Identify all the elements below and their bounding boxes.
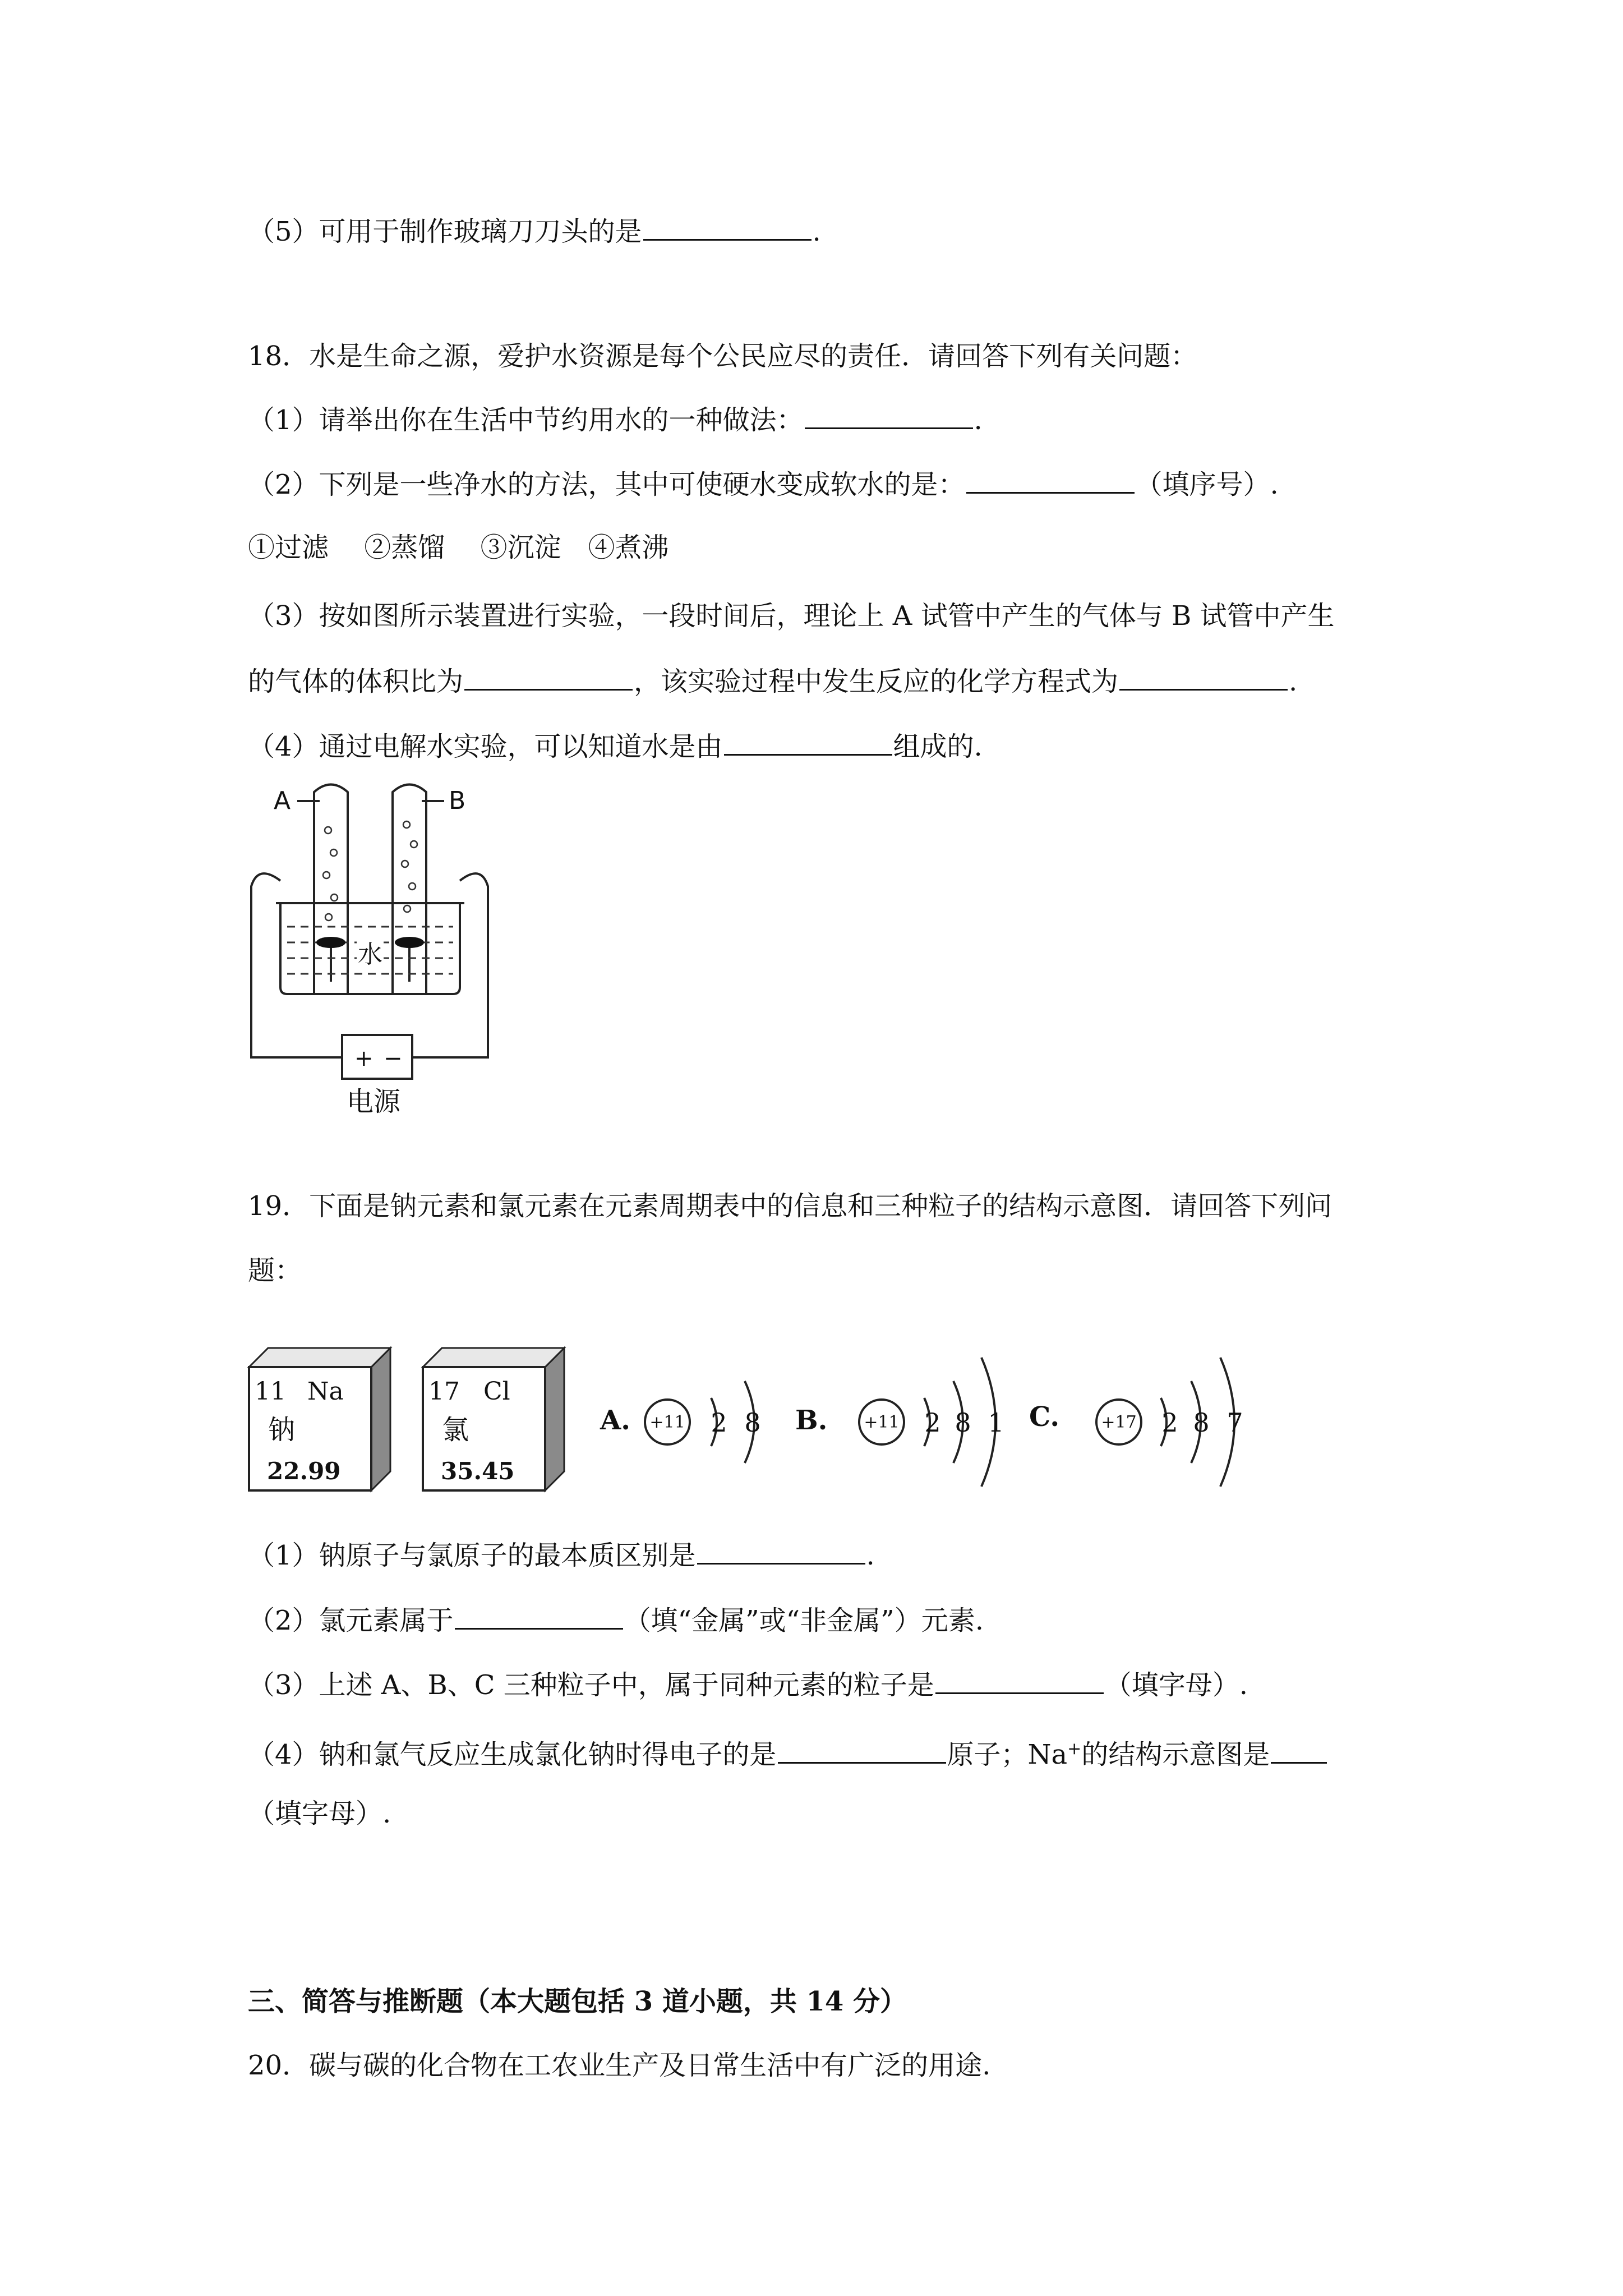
q17-part5 <box>248 214 821 249</box>
q18-part1-text: （1）请举出你在生活中节约用水的一种做法： <box>248 404 804 436</box>
tube-a-label: A <box>274 786 291 815</box>
sodium-atomic-mass: 22.99 <box>267 1457 341 1485</box>
answer-blank[interactable] <box>778 1737 946 1764</box>
answer-blank[interactable] <box>455 1603 623 1630</box>
particle-b-shell-2: 8 <box>955 1407 971 1438</box>
q19-part1-text: （1）钠原子与氯原子的最本质区别是 <box>248 1540 696 1571</box>
chlorine-atomic-mass: 35.45 <box>441 1457 515 1485</box>
q19-part3-text: （3）上述 A、B、C 三种粒子中，属于同种元素的粒子是 <box>248 1669 934 1701</box>
q18-part2-end: （填序号）. <box>1135 469 1279 500</box>
q19-part3-end: （填字母）. <box>1104 1669 1248 1701</box>
chlorine-element-tile <box>421 1343 572 1498</box>
sodium-atomic-number: 11 <box>255 1377 286 1406</box>
q19-part1 <box>248 1538 875 1572</box>
q19-stem-line1: 19．下面是钠元素和氯元素在元素周期表中的信息和三种粒子的结构示意图．请回答下列问 <box>248 1190 1332 1222</box>
answer-blank[interactable] <box>805 403 973 429</box>
sodium-element-tile <box>247 1343 398 1498</box>
answer-blank[interactable] <box>464 664 633 691</box>
particle-a-nucleus: +11 <box>649 1412 685 1432</box>
answer-blank[interactable] <box>1119 664 1288 691</box>
q18-part3-line2 <box>248 664 1297 698</box>
water-label: 水 <box>358 940 382 969</box>
q17-part5-text: （5）可用于制作玻璃刀刀头的是 <box>248 216 642 247</box>
q19-stem-line2: 题： <box>248 1255 302 1286</box>
answer-blank[interactable] <box>966 467 1135 494</box>
chlorine-name: 氯 <box>442 1414 469 1446</box>
particle-c-nucleus: +17 <box>1101 1412 1137 1432</box>
q19-part2-end: （填“金属”或“非金属”）元素. <box>624 1605 984 1636</box>
q18-part3-end: . <box>1289 666 1298 697</box>
particle-a-label: A. <box>600 1405 630 1436</box>
q18-part3-line1: （3）按如图所示装置进行实验，一段时间后，理论上 A 试管中产生的气体与 B 试管中产生 <box>248 600 1335 632</box>
q18-part3-text2: ，该实验过程中发生反应的化学方程式为 <box>634 666 1119 697</box>
q19-part4 <box>248 1732 1328 1772</box>
q18-stem: 18．水是生命之源，爱护水资源是每个公民应尽的责任．请回答下列有关问题： <box>248 341 1198 372</box>
particle-a-shell-1: 2 <box>711 1407 727 1438</box>
q19-part1-end: . <box>866 1540 875 1571</box>
sodium-ion-charge: + <box>1067 1739 1082 1759</box>
section-3-heading: 三、简答与推断题（本大题包括 3 道小题，共 14 分） <box>248 1986 907 2017</box>
q18-part2 <box>248 467 1279 501</box>
q20-stem: 20．碳与碳的化合物在工农业生产及日常生活中有广泛的用途. <box>248 2050 991 2081</box>
particle-c-shell-2: 8 <box>1193 1407 1210 1438</box>
q19-part2-text: （2）氯元素属于 <box>248 1605 454 1636</box>
answer-blank[interactable] <box>1271 1737 1327 1764</box>
q18-part4 <box>248 729 983 763</box>
q19-part3 <box>248 1668 1248 1702</box>
particle-c-shell-3: 7 <box>1227 1407 1243 1438</box>
q17-part5-end: . <box>812 216 821 247</box>
q18-part1 <box>248 403 983 437</box>
electrolysis-apparatus-figure <box>241 774 510 1128</box>
power-supply-label: 电源 <box>347 1086 401 1117</box>
chlorine-symbol: Cl <box>483 1377 510 1406</box>
q19-part4-text3: 的结构示意图是 <box>1081 1739 1270 1770</box>
q19-part4-text2: 原子；Na <box>947 1739 1068 1770</box>
particle-a-shell-2: 8 <box>744 1407 761 1438</box>
particle-c-label: C. <box>1029 1401 1060 1433</box>
q18-part1-end: . <box>974 404 983 436</box>
q18-part4-text: （4）通过电解水实验，可以知道水是由 <box>248 731 723 762</box>
particle-b-shell-1: 2 <box>924 1407 941 1438</box>
q18-part2-text: （2）下列是一些净水的方法，其中可使硬水变成软水的是： <box>248 469 965 500</box>
sodium-name: 钠 <box>268 1414 296 1446</box>
q18-part4-end: 组成的. <box>893 731 983 762</box>
q19-part4-line2: （填字母）. <box>248 1798 391 1829</box>
q18-options: ①过滤 ②蒸馏 ③沉淀 ④煮沸 <box>248 532 669 563</box>
battery-minus-label: − <box>384 1046 403 1071</box>
q19-part4-text: （4）钠和氯气反应生成氯化钠时得电子的是 <box>248 1739 777 1770</box>
battery-plus-label: + <box>354 1046 374 1071</box>
answer-blank[interactable] <box>697 1538 865 1565</box>
particle-b-shell-3: 1 <box>988 1407 1004 1438</box>
particle-structure-diagrams <box>594 1329 1267 1509</box>
tube-b-label: B <box>449 786 466 815</box>
chlorine-atomic-number: 17 <box>428 1377 460 1406</box>
q19-part2 <box>248 1603 984 1637</box>
answer-blank[interactable] <box>935 1668 1104 1694</box>
answer-blank[interactable] <box>643 214 811 241</box>
particle-b-label: B. <box>795 1405 828 1436</box>
particle-b-nucleus: +11 <box>864 1412 900 1432</box>
particle-c-shell-1: 2 <box>1161 1407 1178 1438</box>
sodium-symbol: Na <box>307 1377 344 1406</box>
q18-part3-text: 的气体的体积比为 <box>248 666 464 697</box>
answer-blank[interactable] <box>724 729 892 756</box>
